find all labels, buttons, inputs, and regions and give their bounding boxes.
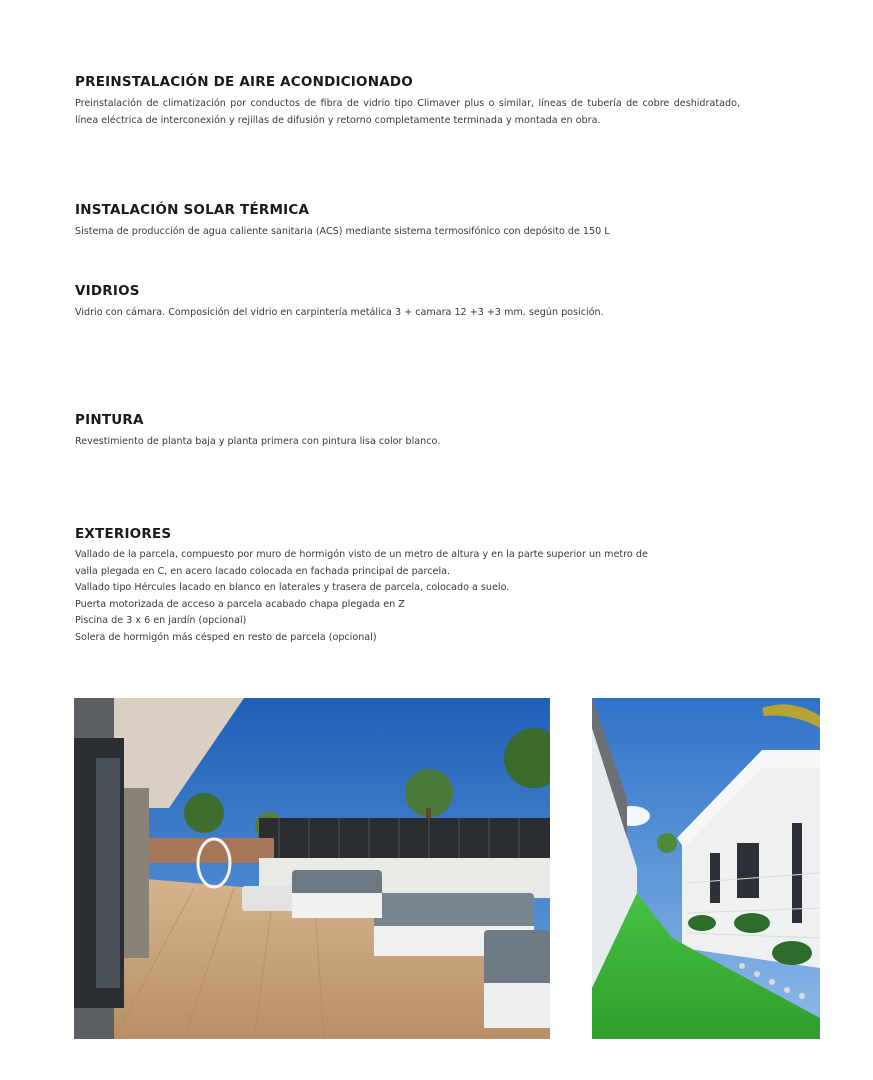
terrace-photo: [74, 698, 550, 1039]
list-item: Vallado de la parcela, compuesto por muro de hormigón visto de un metro de altura y en la parte superior un metro de: [75, 549, 648, 560]
list-item: Solera de hormigón más césped en resto de parcela (opcional): [75, 631, 377, 643]
exteriores-list: [75, 547, 740, 646]
section-solar: [75, 201, 740, 240]
section-pintura: [75, 411, 740, 450]
section-title-solar: INSTALACIÓN SOLAR TÉRMICA: [75, 202, 310, 218]
list-item: Vallado tipo Hércules lacado en blanco en laterales y trasera de parcela, colocado a suelo.: [75, 582, 510, 593]
section-text-solar: Sistema de producción de agua caliente sanitaria (ACS) mediante sistema termosifónico con depósito de 150 L: [75, 226, 610, 237]
section-text-aire: Preinstalación de climatización por conductos de fibra de vidrio tipo Climaver plus o similar, líneas de tubería de cobre deshidratado, línea eléctrica de interconexión y rejillas de difusión y retorno completamente terminada y montada en obra.: [75, 98, 740, 126]
section-title-vidrios: VIDRIOS: [75, 283, 140, 299]
section-exteriores: [75, 525, 740, 646]
garden-photo: [592, 698, 820, 1039]
section-title-exteriores: EXTERIORES: [75, 526, 172, 542]
list-item: Piscina de 3 x 6 en jardín (opcional): [75, 615, 247, 626]
section-text-pintura: Revestimiento de planta baja y planta primera con pintura lisa color blanco.: [75, 436, 441, 447]
list-item: valla plegada en C, en acero lacado colocada en fachada principal de parcela.: [75, 565, 451, 577]
section-title-pintura: PINTURA: [75, 412, 144, 428]
section-text-vidrios: Vidrio con cámara. Composición del vidrio en carpintería metálica 3 + camara 12 +3 +3 mm. según posición.: [75, 307, 604, 318]
section-aire: [75, 73, 740, 129]
section-title-aire: PREINSTALACIÓN DE AIRE ACONDICIONADO: [75, 74, 413, 90]
list-item: Puerta motorizada de acceso a parcela acabado chapa plegada en Z: [75, 598, 405, 610]
section-vidrios: [75, 282, 740, 321]
